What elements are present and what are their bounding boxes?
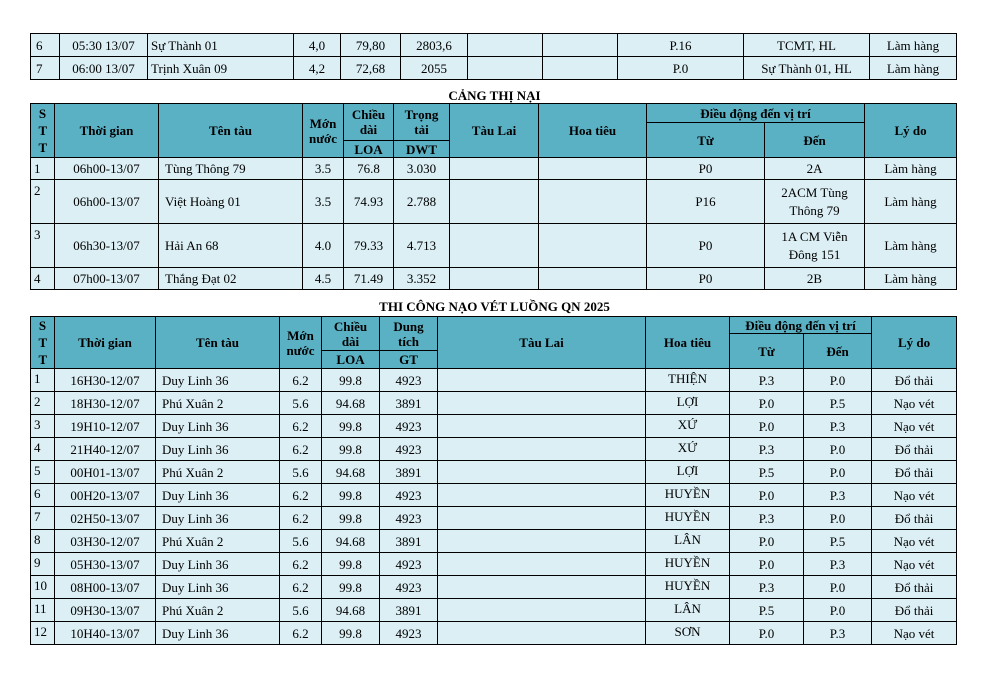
cell-stt: 2 (31, 392, 55, 415)
cell-stt: 11 (31, 599, 55, 622)
cell-reason: Làm hàng (865, 268, 957, 290)
col-pilot: Hoa tiêu (539, 104, 647, 158)
cell-loa: 76.8 (344, 158, 394, 180)
table-row (31, 599, 957, 622)
cell-loa: 99.8 (322, 438, 380, 461)
cell-pilot: LỢI (646, 461, 730, 484)
cell-from: P.0 (730, 484, 804, 507)
cell-time: 06h00-13/07 (55, 180, 159, 224)
cell-ship: Duy Linh 36 (156, 415, 280, 438)
cell-loa: 94.68 (322, 599, 380, 622)
cell-to: P.0 (804, 507, 872, 530)
table-row (31, 415, 957, 438)
cell-gt: 4923 (380, 507, 438, 530)
cell-tug (468, 34, 543, 57)
cell-stt: 12 (31, 622, 55, 645)
cell-to: TCMT, HL (744, 34, 870, 57)
cell-draft: 6.2 (280, 438, 322, 461)
cell-from: P.0 (730, 530, 804, 553)
cell-reason: Làm hàng (870, 34, 957, 57)
cell-dwt: 4.713 (394, 224, 450, 268)
cell-tug (438, 553, 646, 576)
cell-time: 16H30-12/07 (55, 369, 156, 392)
table-row (31, 180, 957, 224)
cell-reason: Đổ thải (872, 438, 957, 461)
cell-time: 18H30-12/07 (55, 392, 156, 415)
cell-draft: 4.5 (303, 268, 344, 290)
cell-from: P.3 (730, 507, 804, 530)
cell-reason: Nạo vét (872, 530, 957, 553)
col-tug: Tàu Lai (438, 317, 646, 369)
cell-draft: 6.2 (280, 553, 322, 576)
cell-draft: 3.5 (303, 180, 344, 224)
cell-pilot (539, 268, 647, 290)
cell-tug (438, 484, 646, 507)
cell-time: 05:30 13/07 (60, 34, 148, 57)
cell-to: 1A CM Viễn Đông 151 (765, 224, 865, 268)
col-tug: Tàu Lai (450, 104, 539, 158)
table-row (31, 507, 957, 530)
cell-ship: Duy Linh 36 (156, 576, 280, 599)
cell-stt: 6 (31, 484, 55, 507)
cell-pilot (539, 224, 647, 268)
cell-pilot: LÂN (646, 530, 730, 553)
col-volume-sub: GT (380, 351, 438, 369)
col-reason: Lý do (872, 317, 957, 369)
col-from: Từ (730, 334, 804, 369)
cell-stt: 3 (31, 224, 55, 268)
cell-gt: 3891 (380, 530, 438, 553)
cell-draft: 6.2 (280, 369, 322, 392)
cell-loa: 79.33 (344, 224, 394, 268)
cell-reason: Nạo vét (872, 553, 957, 576)
cell-tug (450, 180, 539, 224)
cell-draft: 4.0 (303, 224, 344, 268)
dredging-title: THI CÔNG NẠO VÉT LUỒNG QN 2025 (379, 299, 610, 314)
cell-time: 19H10-12/07 (55, 415, 156, 438)
cell-from: P0 (647, 224, 765, 268)
cell-tug (438, 599, 646, 622)
cell-draft: 6.2 (280, 622, 322, 645)
cell-to: P.0 (804, 576, 872, 599)
cell-from: P.0 (730, 622, 804, 645)
cell-to: P.3 (804, 484, 872, 507)
cell-stt: 10 (31, 576, 55, 599)
col-draft: Mớn nước (303, 104, 344, 158)
cell-from: P.3 (730, 576, 804, 599)
cell-stt: 6 (31, 34, 60, 57)
cell-draft: 4,2 (294, 57, 341, 80)
cell-ship: Trịnh Xuân 09 (148, 57, 294, 80)
cell-pilot: XỨ (646, 438, 730, 461)
cell-from: P.5 (730, 599, 804, 622)
cell-to: 2B (765, 268, 865, 290)
cell-dwt: 2803,6 (401, 34, 468, 57)
cell-stt: 4 (31, 438, 55, 461)
cell-from: P0 (647, 268, 765, 290)
cell-loa: 71.49 (344, 268, 394, 290)
cell-reason: Đổ thải (872, 369, 957, 392)
cell-loa: 79,80 (341, 34, 401, 57)
cell-stt: 1 (31, 158, 55, 180)
cell-from: P.0 (730, 415, 804, 438)
cell-from: P.5 (730, 461, 804, 484)
cell-to: P.0 (804, 461, 872, 484)
cell-reason: Đổ thải (872, 507, 957, 530)
cell-loa: 99.8 (322, 576, 380, 599)
cell-reason: Làm hàng (865, 224, 957, 268)
cell-tug (450, 158, 539, 180)
cell-from: P0 (647, 158, 765, 180)
col-time: Thời gian (55, 317, 156, 369)
cell-dwt: 2.788 (394, 180, 450, 224)
col-time: Thời gian (55, 104, 159, 158)
cell-draft: 4,0 (294, 34, 341, 57)
col-to: Đến (804, 334, 872, 369)
table-row (31, 484, 957, 507)
col-reason: Lý do (865, 104, 957, 158)
cell-draft: 5.6 (280, 461, 322, 484)
cell-reason: Làm hàng (870, 57, 957, 80)
cell-to: P.3 (804, 415, 872, 438)
cell-dwt: 3.030 (394, 158, 450, 180)
cell-loa: 72,68 (341, 57, 401, 80)
cell-pilot: HUYỀN (646, 553, 730, 576)
cell-ship: Duy Linh 36 (156, 438, 280, 461)
cell-loa: 99.8 (322, 369, 380, 392)
cell-tug (438, 392, 646, 415)
cell-to: P.3 (804, 622, 872, 645)
col-ship: Tên tàu (156, 317, 280, 369)
table-row (31, 438, 957, 461)
cell-to: P.0 (804, 369, 872, 392)
top-continuation-table (30, 33, 957, 80)
cell-stt: 5 (31, 461, 55, 484)
cell-time: 07h00-13/07 (55, 268, 159, 290)
cell-pilot: LÂN (646, 599, 730, 622)
cell-stt: 2 (31, 180, 55, 224)
cell-stt: 9 (31, 553, 55, 576)
table-row (31, 224, 957, 268)
cell-to: P.0 (804, 438, 872, 461)
cell-gt: 3891 (380, 392, 438, 415)
cell-to: Sự Thành 01, HL (744, 57, 870, 80)
cell-from: P.0 (730, 392, 804, 415)
cell-time: 03H30-12/07 (55, 530, 156, 553)
cell-time: 06:00 13/07 (60, 57, 148, 80)
col-volume: Dung tích (380, 317, 438, 351)
cell-reason: Nạo vét (872, 622, 957, 645)
cell-pilot: HUYỀN (646, 576, 730, 599)
cell-loa: 99.8 (322, 622, 380, 645)
cell-time: 06h00-13/07 (55, 158, 159, 180)
cell-tug (438, 507, 646, 530)
col-length-sub: LOA (322, 351, 380, 369)
cell-to: 2ACM Tùng Thông 79 (765, 180, 865, 224)
table-row (31, 57, 957, 80)
cell-tug (438, 576, 646, 599)
cell-pilot (543, 34, 618, 57)
cell-from: P.3 (730, 438, 804, 461)
cell-loa: 99.8 (322, 553, 380, 576)
cell-loa: 94.68 (322, 461, 380, 484)
cell-from: P.3 (730, 369, 804, 392)
cell-draft: 5.6 (280, 599, 322, 622)
cell-ship: Duy Linh 36 (156, 484, 280, 507)
cell-pilot: SƠN (646, 622, 730, 645)
cell-reason: Làm hàng (865, 180, 957, 224)
cell-gt: 4923 (380, 553, 438, 576)
table-row (31, 530, 957, 553)
col-pilot: Hoa tiêu (646, 317, 730, 369)
col-from: Từ (647, 123, 765, 158)
col-to: Đến (765, 123, 865, 158)
cell-dwt: 2055 (401, 57, 468, 80)
cell-to: P.5 (804, 392, 872, 415)
cell-reason: Nạo vét (872, 392, 957, 415)
cell-from: P.0 (618, 57, 744, 80)
cell-ship: Phú Xuân 2 (156, 461, 280, 484)
cell-gt: 4923 (380, 622, 438, 645)
table-row (31, 622, 957, 645)
col-move: Điều động đến vị trí (647, 104, 865, 123)
cell-ship: Tùng Thông 79 (159, 158, 303, 180)
cell-gt: 4923 (380, 415, 438, 438)
cell-stt: 7 (31, 57, 60, 80)
thi-nai-table (30, 103, 957, 290)
cell-loa: 74.93 (344, 180, 394, 224)
cell-tug (438, 438, 646, 461)
cell-draft: 5.6 (280, 530, 322, 553)
cell-ship: Hải An 68 (159, 224, 303, 268)
cell-draft: 5.6 (280, 392, 322, 415)
cell-ship: Duy Linh 36 (156, 622, 280, 645)
cell-gt: 4923 (380, 369, 438, 392)
cell-time: 00H01-13/07 (55, 461, 156, 484)
cell-gt: 4923 (380, 484, 438, 507)
col-length: Chiều dài (344, 104, 394, 141)
cell-stt: 1 (31, 369, 55, 392)
cell-from: P16 (647, 180, 765, 224)
cell-to: P.5 (804, 530, 872, 553)
cell-tug (438, 461, 646, 484)
cell-stt: 4 (31, 268, 55, 290)
col-tonnage-sub: DWT (394, 141, 450, 158)
cell-reason: Làm hàng (865, 158, 957, 180)
table-row (31, 158, 957, 180)
table-row (31, 268, 957, 290)
cell-from: P.16 (618, 34, 744, 57)
cell-draft: 3.5 (303, 158, 344, 180)
cell-time: 06h30-13/07 (55, 224, 159, 268)
dredging-table (30, 316, 957, 645)
col-ship: Tên tàu (159, 104, 303, 158)
cell-tug (438, 415, 646, 438)
cell-pilot: HUYỀN (646, 507, 730, 530)
cell-tug (438, 622, 646, 645)
cell-ship: Phú Xuân 2 (156, 599, 280, 622)
col-stt: STT (31, 104, 55, 158)
cell-to: P.0 (804, 599, 872, 622)
cell-reason: Đổ thải (872, 599, 957, 622)
cell-time: 08H00-13/07 (55, 576, 156, 599)
cell-ship: Phú Xuân 2 (156, 530, 280, 553)
cell-draft: 6.2 (280, 415, 322, 438)
table-row (31, 369, 957, 392)
cell-time: 00H20-13/07 (55, 484, 156, 507)
cell-ship: Thắng Đạt 02 (159, 268, 303, 290)
col-tonnage: Trọng tải (394, 104, 450, 141)
cell-gt: 3891 (380, 461, 438, 484)
cell-time: 09H30-13/07 (55, 599, 156, 622)
cell-reason: Đổ thải (872, 576, 957, 599)
cell-gt: 4923 (380, 438, 438, 461)
cell-reason: Nạo vét (872, 415, 957, 438)
cell-time: 02H50-13/07 (55, 507, 156, 530)
cell-draft: 6.2 (280, 484, 322, 507)
cell-stt: 7 (31, 507, 55, 530)
cell-reason: Đổ thải (872, 461, 957, 484)
cell-reason: Nạo vét (872, 484, 957, 507)
cell-loa: 94.68 (322, 530, 380, 553)
cell-draft: 6.2 (280, 507, 322, 530)
cell-to: P.3 (804, 553, 872, 576)
cell-loa: 94.68 (322, 392, 380, 415)
cell-ship: Việt Hoàng 01 (159, 180, 303, 224)
table-row (31, 461, 957, 484)
cell-pilot (539, 158, 647, 180)
cell-pilot: XỨ (646, 415, 730, 438)
cell-stt: 8 (31, 530, 55, 553)
cell-gt: 3891 (380, 599, 438, 622)
table-row (31, 576, 957, 599)
cell-pilot: HUYỀN (646, 484, 730, 507)
cell-ship: Duy Linh 36 (156, 507, 280, 530)
cell-stt: 3 (31, 415, 55, 438)
cell-pilot (539, 180, 647, 224)
cell-pilot: LỢI (646, 392, 730, 415)
col-stt: STT (31, 317, 55, 369)
cell-time: 05H30-13/07 (55, 553, 156, 576)
cell-tug (450, 224, 539, 268)
cell-time: 10H40-13/07 (55, 622, 156, 645)
cell-pilot: THIỆN (646, 369, 730, 392)
thi-nai-title: CẢNG THỊ NẠI (448, 88, 541, 103)
cell-loa: 99.8 (322, 484, 380, 507)
cell-tug (450, 268, 539, 290)
table-row (31, 553, 957, 576)
cell-pilot (543, 57, 618, 80)
cell-ship: Duy Linh 36 (156, 369, 280, 392)
col-move: Điều động đến vị trí (730, 317, 872, 334)
cell-ship: Phú Xuân 2 (156, 392, 280, 415)
cell-tug (468, 57, 543, 80)
cell-tug (438, 530, 646, 553)
cell-tug (438, 369, 646, 392)
table-row (31, 392, 957, 415)
cell-time: 21H40-12/07 (55, 438, 156, 461)
cell-dwt: 3.352 (394, 268, 450, 290)
cell-gt: 4923 (380, 576, 438, 599)
cell-ship: Duy Linh 36 (156, 553, 280, 576)
col-draft: Mớn nước (280, 317, 322, 369)
cell-draft: 6.2 (280, 576, 322, 599)
col-length: Chiều dài (322, 317, 380, 351)
col-length-sub: LOA (344, 141, 394, 158)
table-row (31, 34, 957, 57)
cell-ship: Sự Thành 01 (148, 34, 294, 57)
cell-from: P.0 (730, 553, 804, 576)
cell-to: 2A (765, 158, 865, 180)
cell-loa: 99.8 (322, 415, 380, 438)
cell-loa: 99.8 (322, 507, 380, 530)
